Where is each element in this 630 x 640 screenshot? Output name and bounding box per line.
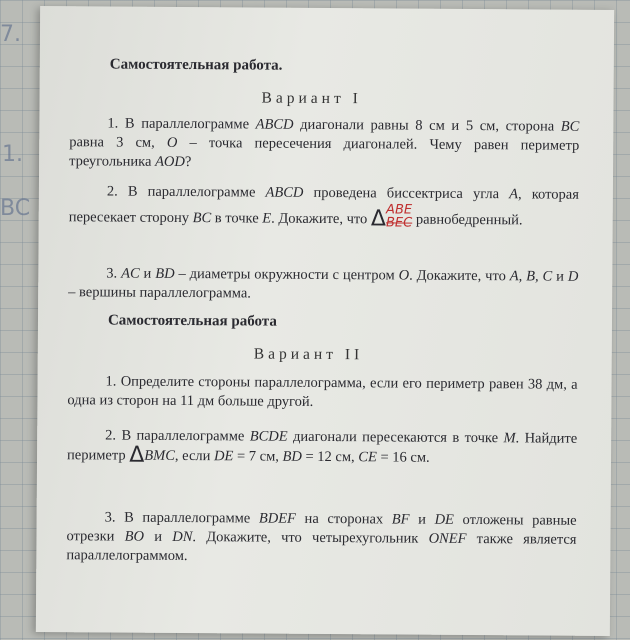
variant2-heading: Самостоятельная работа [107, 312, 277, 330]
variant2-task3: 3. В параллелограмме BDEF на сторонах BF и DE отложены равные отрезки BO и DN. Докажите, что четырехугольник ONEF также является параллелограммом. [66, 509, 577, 565]
variant1-task3: 3. AC и BD – диаметры окружности с центром O. Докажите, что A, B, C и D – вершины параллелограмма. [68, 265, 579, 302]
variant1-heading: Самостоятельная работа. [109, 56, 283, 74]
margin-mark-2: 1. [2, 142, 23, 167]
margin-mark-1: 7. [0, 22, 21, 47]
margin-mark-3: BC [0, 196, 31, 221]
variant1-label: Вариант I [261, 89, 362, 108]
variant1-task1: 1. В параллелограмме ABCD диагонали равны 8 см и 5 см, сторона BC равна 3 см, O – точка пересечения диагоналей. Чему равен периметр треугольника AOD? [69, 115, 580, 171]
paper-sheet [36, 6, 614, 636]
variant2-task1: 1. Определите стороны параллелограмма, если его периметр равен 38 дм, а одна из сторон на 11 дм больше другой. [67, 373, 578, 410]
variant2-task2: 2. В параллелограмме BCDE диагонали пересекаются в точке M. Найдите периметр ΔBMC, если DE = 7 см, BD = 12 см, CE = 16 см. [67, 427, 578, 468]
variant1-task2: 2. В параллелограмме ABCD проведена биссектриса угла A, которая пересекает сторону BC в точке E. Докажите, что ΔABE BEC равнобедренный. [68, 183, 579, 232]
variant2-label: Вариант II [253, 345, 364, 364]
triangle-icon: Δ [129, 442, 145, 468]
triangle-icon: Δ [370, 206, 387, 232]
handwritten-correction: ABE BEC [385, 202, 413, 231]
